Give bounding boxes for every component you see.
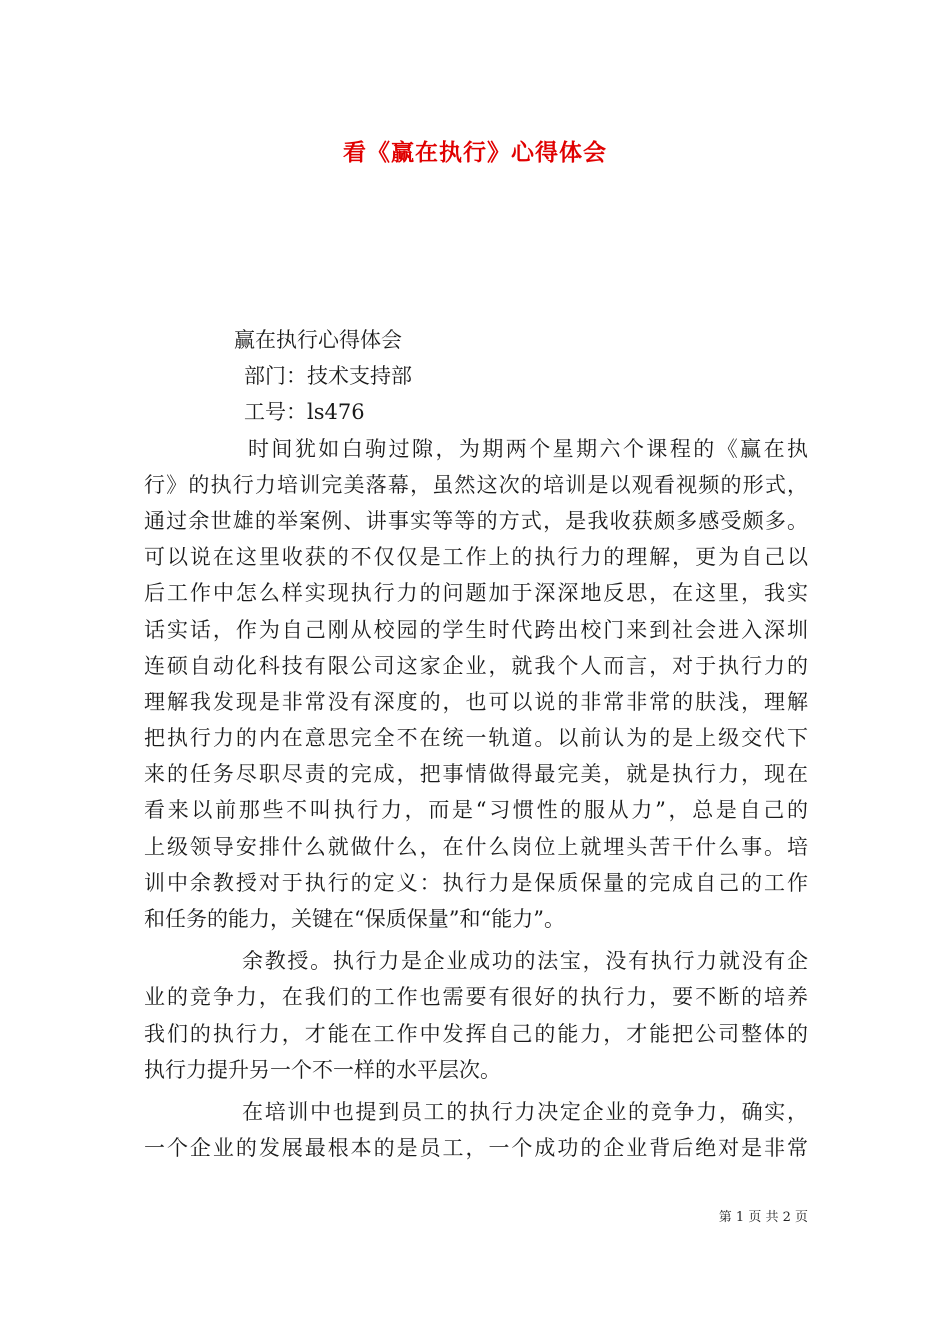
paragraph-line: 话实话，作为自己刚从校园的学生时代跨出校门来到社会进入深圳 — [144, 617, 808, 642]
paragraph-line: 在培训中也提到员工的执行力决定企业的竞争力，确实， — [242, 1099, 808, 1124]
paragraph-1 — [144, 431, 808, 938]
paragraph-line: 我们的执行力，才能在工作中发挥自己的能力，才能把公司整体的 — [144, 1021, 808, 1046]
paragraph-line: 来的任务尽职尽责的完成，把事情做得最完美，就是执行力，现在 — [144, 762, 808, 787]
document-title: 看《赢在执行》心得体会 — [343, 139, 607, 166]
paragraph-line: 理解我发现是非常没有深度的，也可以说的非常非常的肤浅，理解 — [144, 689, 808, 714]
employee-id-line: 工号：ls476 — [244, 400, 365, 425]
paragraph-line: 时间犹如白驹过隙，为期两个星期六个课程的《赢在执 — [248, 436, 808, 461]
page-footer: 第 1 页 共 2 页 — [718, 1210, 808, 1225]
paragraph-line: 一个企业的发展最根本的是员工，一个成功的企业背后绝对是非常 — [144, 1136, 808, 1161]
paragraph-line: 和任务的能力，关键在“保质保量”和“能力”。 — [144, 907, 565, 931]
paragraph-2 — [144, 943, 808, 1088]
paragraph-line: 业的竞争力，在我们的工作也需要有很好的执行力，要不断的培养 — [144, 985, 808, 1010]
subtitle: 赢在执行心得体会 — [234, 328, 402, 352]
document-body — [144, 322, 808, 1166]
paragraph-line: 行》的执行力培训完美落幕，虽然这次的培训是以观看视频的形式， — [144, 472, 808, 497]
paragraph-line: 把执行力的内在意思完全不在统一轨道。以前认为的是上级交代下 — [144, 726, 808, 751]
department-line: 部门：技术支持部 — [244, 364, 412, 389]
paragraph-line: 执行力提升另一个不一样的水平层次。 — [144, 1057, 501, 1082]
paragraph-line: 训中余教授对于执行的定义：执行力是保质保量的完成自己的工作 — [144, 870, 808, 895]
paragraph-line: 通过余世雄的举案例、讲事实等等的方式，是我收获颇多感受颇多。 — [144, 508, 808, 533]
paragraph-line: 看来以前那些不叫执行力，而是“习惯性的服从力”，总是自己的 — [144, 798, 808, 823]
paragraph-line: 上级领导安排什么就做什么，在什么岗位上就埋头苦干什么事。培 — [144, 834, 808, 859]
paragraph-line: 可以说在这里收获的不仅仅是工作上的执行力的理解，更为自己以 — [144, 545, 808, 570]
paragraph-line: 后工作中怎么样实现执行力的问题加于深深地反思，在这里，我实 — [144, 581, 808, 606]
paragraph-3 — [144, 1094, 808, 1166]
paragraph-line: 连硕自动化科技有限公司这家企业，就我个人而言，对于执行力的 — [144, 653, 808, 678]
paragraph-line: 余教授。执行力是企业成功的法宝，没有执行力就没有企 — [242, 949, 808, 974]
